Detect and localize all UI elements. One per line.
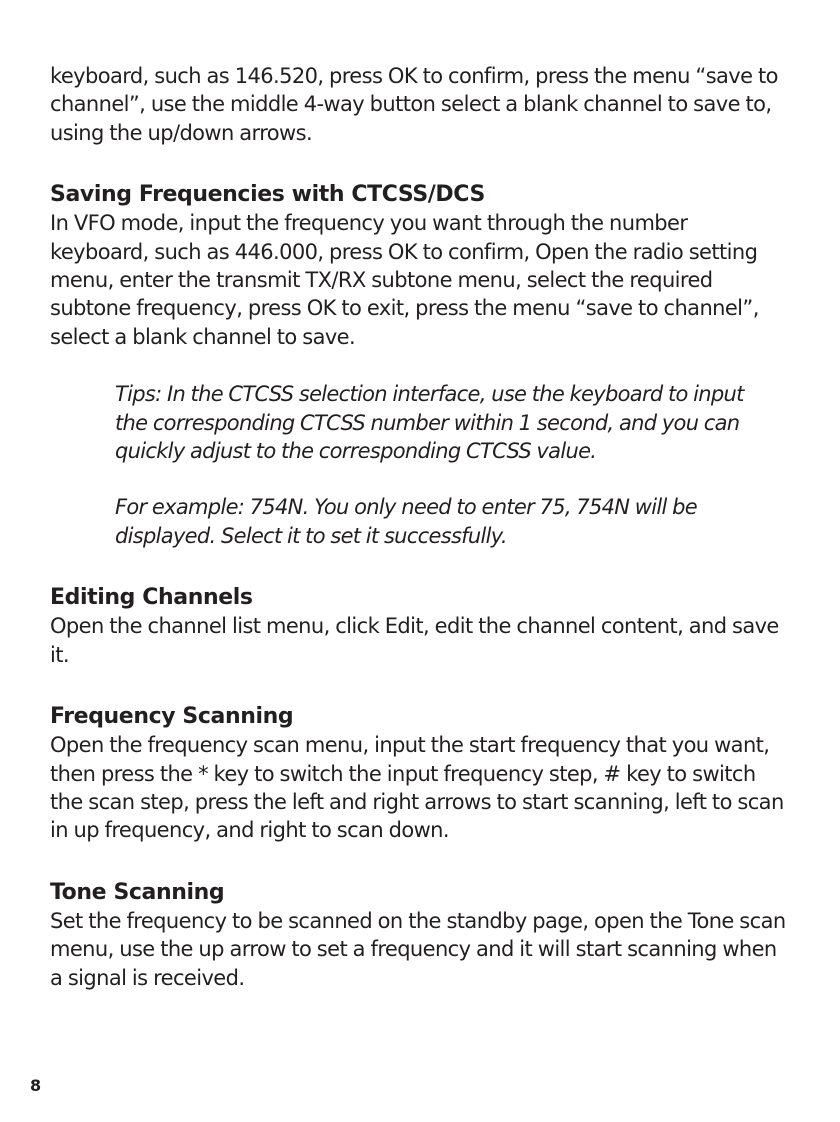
heading-tone-scanning: Tone Scanning: [50, 879, 225, 905]
page-content: [50, 62, 790, 992]
heading-frequency-scanning: Frequency Scanning: [50, 704, 294, 730]
frequency-scanning-body: Open the frequency scan menu, input the start frequency that you want, then press the * key to switch the input frequency step, # key to switch the scan step, press the left and right arrows to start scanning, left to scan in up frequency, and right to scan down.: [50, 733, 784, 843]
saving-frequencies-ctcss-dcs-body: In VFO mode, input the frequency you want through the number keyboard, such as 446.000, press OK to confirm, Open the radio setting menu, enter the transmit TX/RX subtone menu, select the required subtone frequency, press OK to exit, press the menu “save to channel”, select a blank channel to save.: [50, 211, 759, 349]
heading-saving-frequencies-ctcss-dcs: Saving Frequencies with CTCSS/DCS: [50, 182, 485, 208]
heading-editing-channels: Editing Channels: [50, 585, 253, 611]
ctcss-example-note: For example: 754N. You only need to enter 75, 754N will be displayed. Select it to set it successfully.: [115, 495, 697, 548]
editing-channels-body: Open the channel list menu, click Edit, edit the channel content, and save it.: [50, 614, 779, 667]
page-number: 8: [30, 1076, 42, 1095]
tone-scanning-body: Set the frequency to be scanned on the standby page, open the Tone scan menu, use the up arrow to set a frequency and it will start scanning when a signal is received.: [50, 908, 786, 990]
intro-paragraph: keyboard, such as 146.520, press OK to confirm, press the menu “save to channel”, use the middle 4-way button select a blank channel to save to, using the up/down arrows.: [50, 64, 778, 145]
ctcss-tip-note: Tips: In the CTCSS selection interface, use the keyboard to input the corresponding CTCSS number within 1 second, and you can quickly adjust to the corresponding CTCSS value.: [115, 382, 744, 464]
